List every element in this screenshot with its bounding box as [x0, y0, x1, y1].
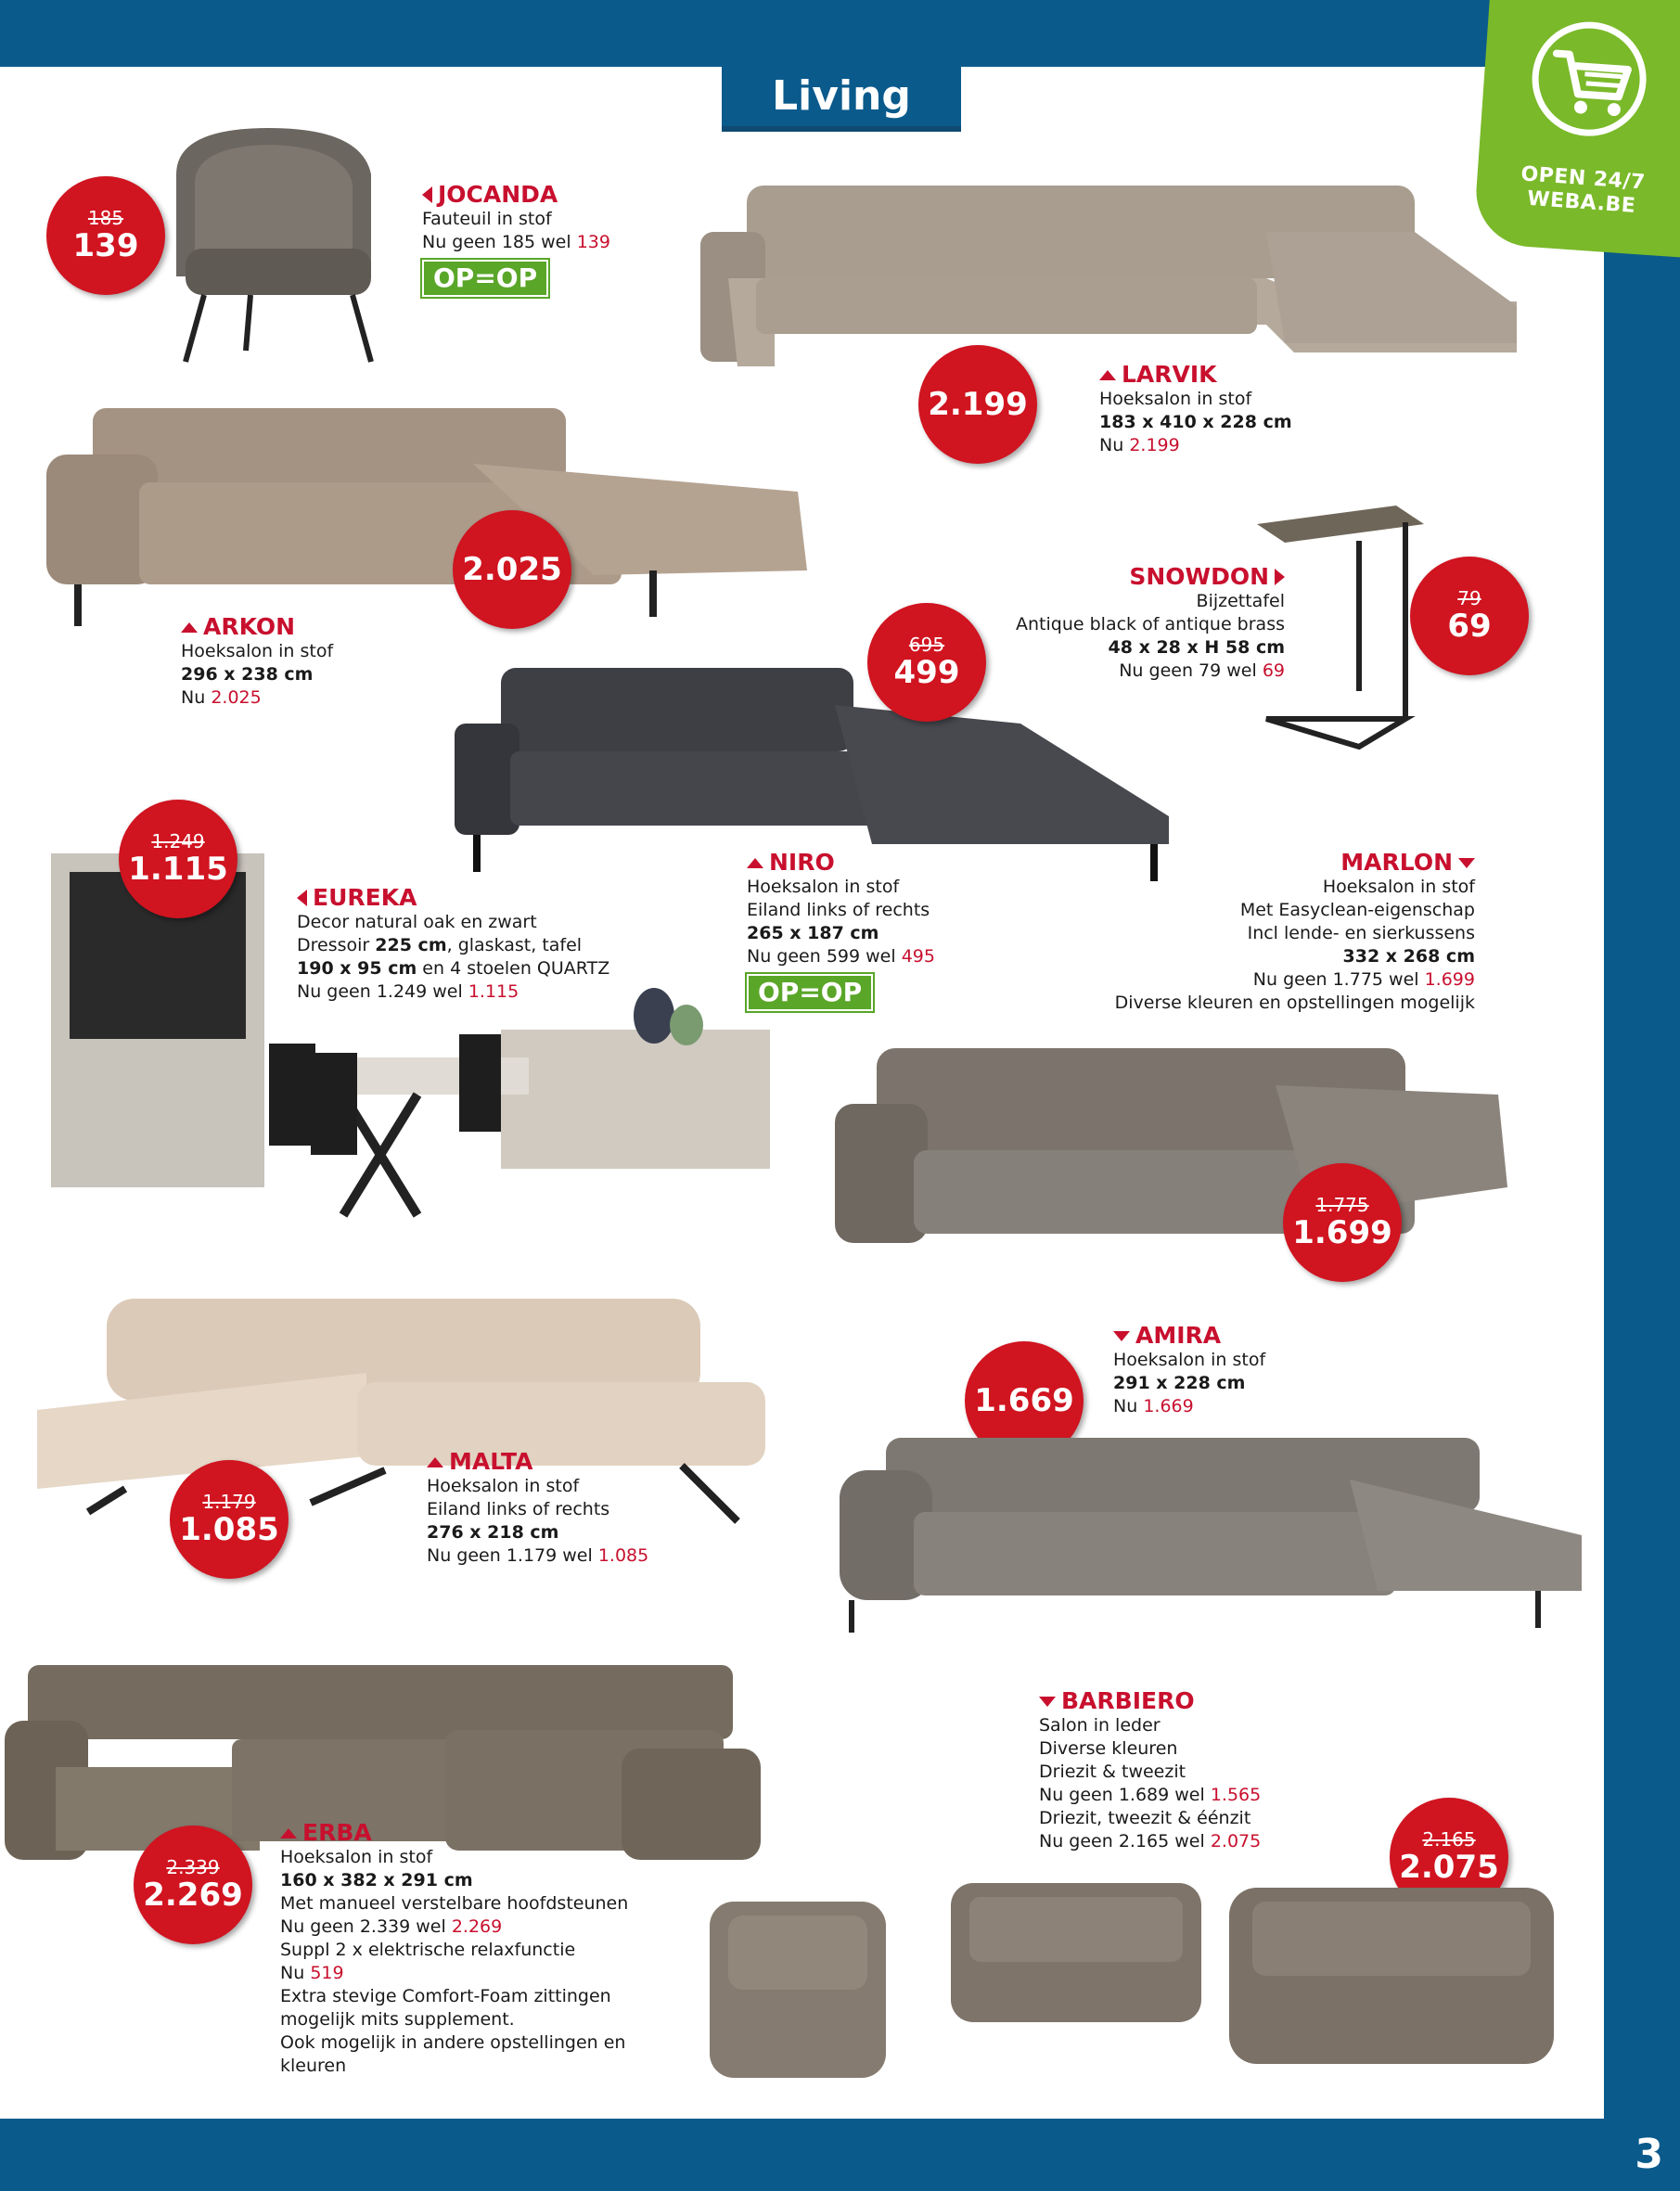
eureka-info: EUREKA Decor natural oak en zwart Dressoir 225 cm, glaskast, tafel 190 x 95 cm en 4 stoelen QUARTZ Nu geen 1.249 wel 1.115	[297, 885, 668, 1004]
snowdon-price-circle: 79 69	[1410, 557, 1529, 675]
top-frame-bar	[0, 0, 1680, 67]
erba-price-circle: 2.339 2.269	[134, 1826, 252, 1944]
right-frame-bar	[1604, 0, 1680, 2191]
snowdon-info: SNOWDON Bijzettafel Antique black of antique brass 48 x 28 x H 58 cm Nu geen 79 wel 69	[932, 564, 1285, 683]
page-number: 3	[1635, 2131, 1663, 2178]
eureka-name[interactable]: EUREKA	[297, 885, 668, 911]
barbiero-name[interactable]: BARBIERO	[1039, 1688, 1354, 1714]
niro-info: NIRO Hoeksalon in stof Eiland links of rechts 265 x 187 cm Nu geen 599 wel 495 OP=OP	[747, 850, 988, 1011]
erba-name[interactable]: ERBA	[280, 1820, 670, 1846]
arrow-up-icon	[280, 1828, 297, 1839]
jocanda-price-circle: 185 139	[46, 176, 165, 295]
amira-info: AMIRA Hoeksalon in stof 291 x 228 cm Nu 1.669	[1113, 1323, 1354, 1418]
jocanda-opop-tag: OP=OP	[422, 260, 548, 297]
arkon-info: ARKON Hoeksalon in stof 296 x 238 cm Nu 2.025	[181, 614, 422, 710]
arrow-up-icon	[1099, 370, 1116, 380]
barbiero-info: BARBIERO Salon in leder Diverse kleuren Driezit & tweezit Nu geen 1.689 wel 1.565 Driezit, tweezit & éénzit Nu geen 2.165 wel 2.075	[1039, 1688, 1354, 1853]
marlon-price-circle: 1.775 1.699	[1283, 1163, 1402, 1282]
arrow-down-icon	[1458, 858, 1475, 868]
marlon-name[interactable]: MARLON	[983, 850, 1475, 876]
bottom-frame-bar	[0, 2119, 1680, 2191]
marlon-sofa-photo	[830, 1030, 1517, 1252]
arkon-price-circle: 2.025	[453, 510, 571, 629]
snowdon-name[interactable]: SNOWDON	[932, 564, 1285, 590]
malta-info: MALTA Hoeksalon in stof Eiland links of rechts 276 x 218 cm Nu geen 1.179 wel 1.085	[427, 1449, 705, 1568]
eureka-price-circle: 1.249 1.115	[119, 800, 237, 918]
malta-price-circle: 1.179 1.085	[170, 1460, 289, 1579]
amira-sofa-photo	[830, 1424, 1591, 1646]
arrow-up-icon	[181, 622, 198, 633]
erba-info: ERBA Hoeksalon in stof 160 x 382 x 291 cm Met manueel verstelbare hoofdsteunen Nu geen 2.339 wel 2.269 Suppl 2 x elektrische relaxfunctie Nu 519 Extra stevige Comfort-Foam zittingen mogelijk mits supplement. Ook mogelijk in andere opstellingen en kleuren	[280, 1820, 670, 2078]
amira-name[interactable]: AMIRA	[1113, 1323, 1354, 1349]
shopping-cart-icon	[1525, 15, 1654, 144]
arrow-right-icon	[1275, 569, 1285, 585]
arrow-left-icon	[297, 890, 307, 906]
larvik-price-circle: 2.199	[918, 345, 1037, 464]
arkon-name[interactable]: ARKON	[181, 614, 422, 640]
larvik-info: LARVIK Hoeksalon in stof 183 x 410 x 228 cm Nu 2.199	[1099, 362, 1340, 457]
jocanda-info: JOCANDA Fauteuil in stof Nu geen 185 wel 139 OP=OP	[422, 182, 663, 297]
niro-name[interactable]: NIRO	[747, 850, 988, 876]
jocanda-armchair-photo	[139, 119, 399, 369]
arrow-left-icon	[422, 186, 432, 203]
barbiero-leather-set-photo	[705, 1864, 1558, 2087]
arrow-down-icon	[1113, 1331, 1130, 1341]
barbiero-price-circle: 2.165 2.075	[1390, 1798, 1508, 1916]
arkon-sofa-photo	[37, 390, 816, 631]
larvik-sofa-photo	[691, 176, 1526, 390]
niro-price-circle: 695 499	[867, 603, 986, 722]
malta-name[interactable]: MALTA	[427, 1449, 705, 1475]
larvik-name[interactable]: LARVIK	[1099, 362, 1340, 388]
jocanda-name[interactable]: JOCANDA	[422, 182, 663, 208]
arrow-down-icon	[1039, 1697, 1056, 1707]
open-text: OPEN 24/7 WEBA.BE	[1520, 162, 1647, 218]
marlon-info: MARLON Hoeksalon in stof Met Easyclean-eigenschap Incl lende- en sierkussens 332 x 268 cm Nu geen 1.775 wel 1.699 Diverse kleuren en opstellingen mogelijk	[983, 850, 1475, 1015]
amira-price-circle: 1.669	[965, 1341, 1084, 1460]
section-title: Living	[722, 65, 961, 132]
arrow-up-icon	[427, 1457, 443, 1467]
niro-opop-tag: OP=OP	[747, 974, 873, 1011]
